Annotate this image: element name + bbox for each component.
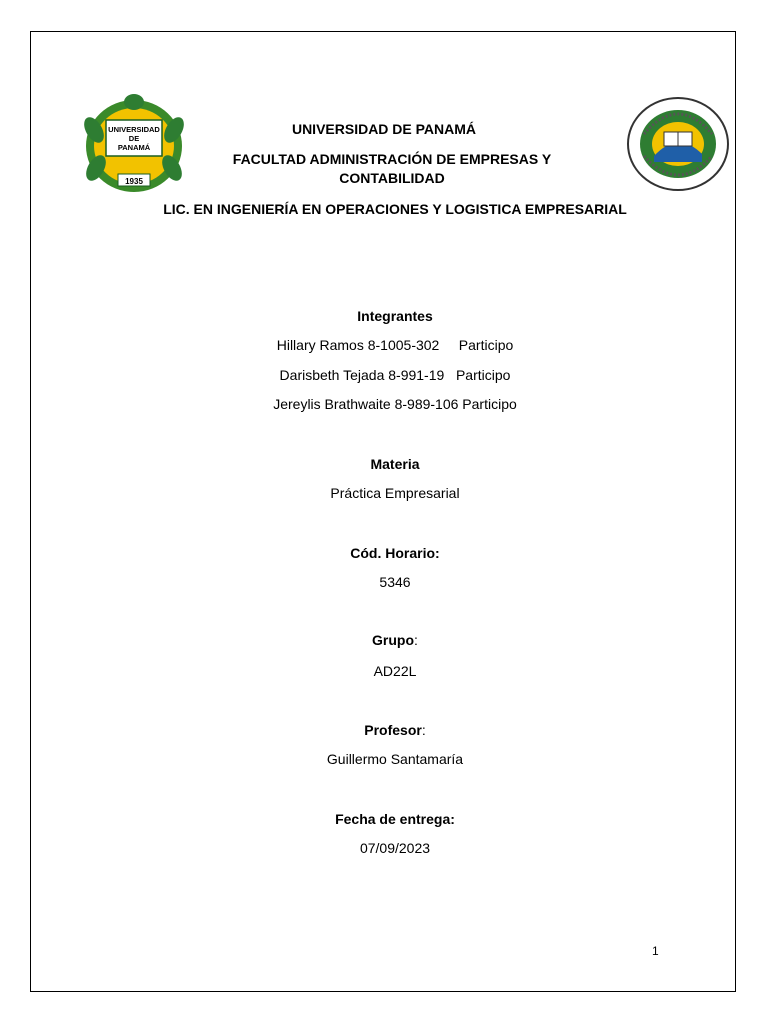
professor-heading: Profesor (364, 722, 422, 738)
subject-heading: Materia (370, 456, 420, 472)
group-colon: : (414, 632, 418, 648)
university-title: UNIVERSIDAD DE PANAMÁ (291, 121, 477, 137)
schedule-value: 5346 (379, 574, 411, 590)
delivery-value: 07/09/2023 (359, 840, 431, 856)
svg-text:UNIVERSIDAD: UNIVERSIDAD (108, 125, 160, 134)
svg-text:DE: DE (128, 134, 140, 143)
member-item: Jereylis Brathwaite 8-989-106 Participo (273, 396, 517, 412)
professor-heading-line (0, 722, 768, 738)
delivery-heading: Fecha de entrega: (335, 811, 455, 827)
faculty-title-line2: CONTABILIDAD (339, 170, 445, 186)
group-value: AD22L (373, 663, 417, 679)
svg-text:1935: 1935 (125, 177, 143, 186)
professor-colon: : (421, 722, 426, 738)
subject-value: Práctica Empresarial (330, 485, 460, 501)
page-number: 1 (652, 944, 659, 958)
member-item: Darisbeth Tejada 8-991-19 Participo (279, 367, 511, 383)
faculty-title-line1: FACULTAD ADMINISTRACIÓN DE EMPRESAS Y (232, 151, 552, 167)
member-item: Hillary Ramos 8-1005-302 Participo (276, 337, 514, 353)
program-title: LIC. EN INGENIERÍA EN OPERACIONES Y LOGISTICA EMPRESARIAL (163, 201, 627, 217)
svg-text:PANAMÁ: PANAMÁ (117, 143, 151, 152)
professor-value: Guillermo Santamaría (326, 751, 464, 767)
group-heading-line (0, 632, 768, 648)
group-heading: Grupo (372, 632, 415, 648)
schedule-heading: Cód. Horario: (350, 545, 440, 561)
members-heading: Integrantes (357, 308, 433, 324)
